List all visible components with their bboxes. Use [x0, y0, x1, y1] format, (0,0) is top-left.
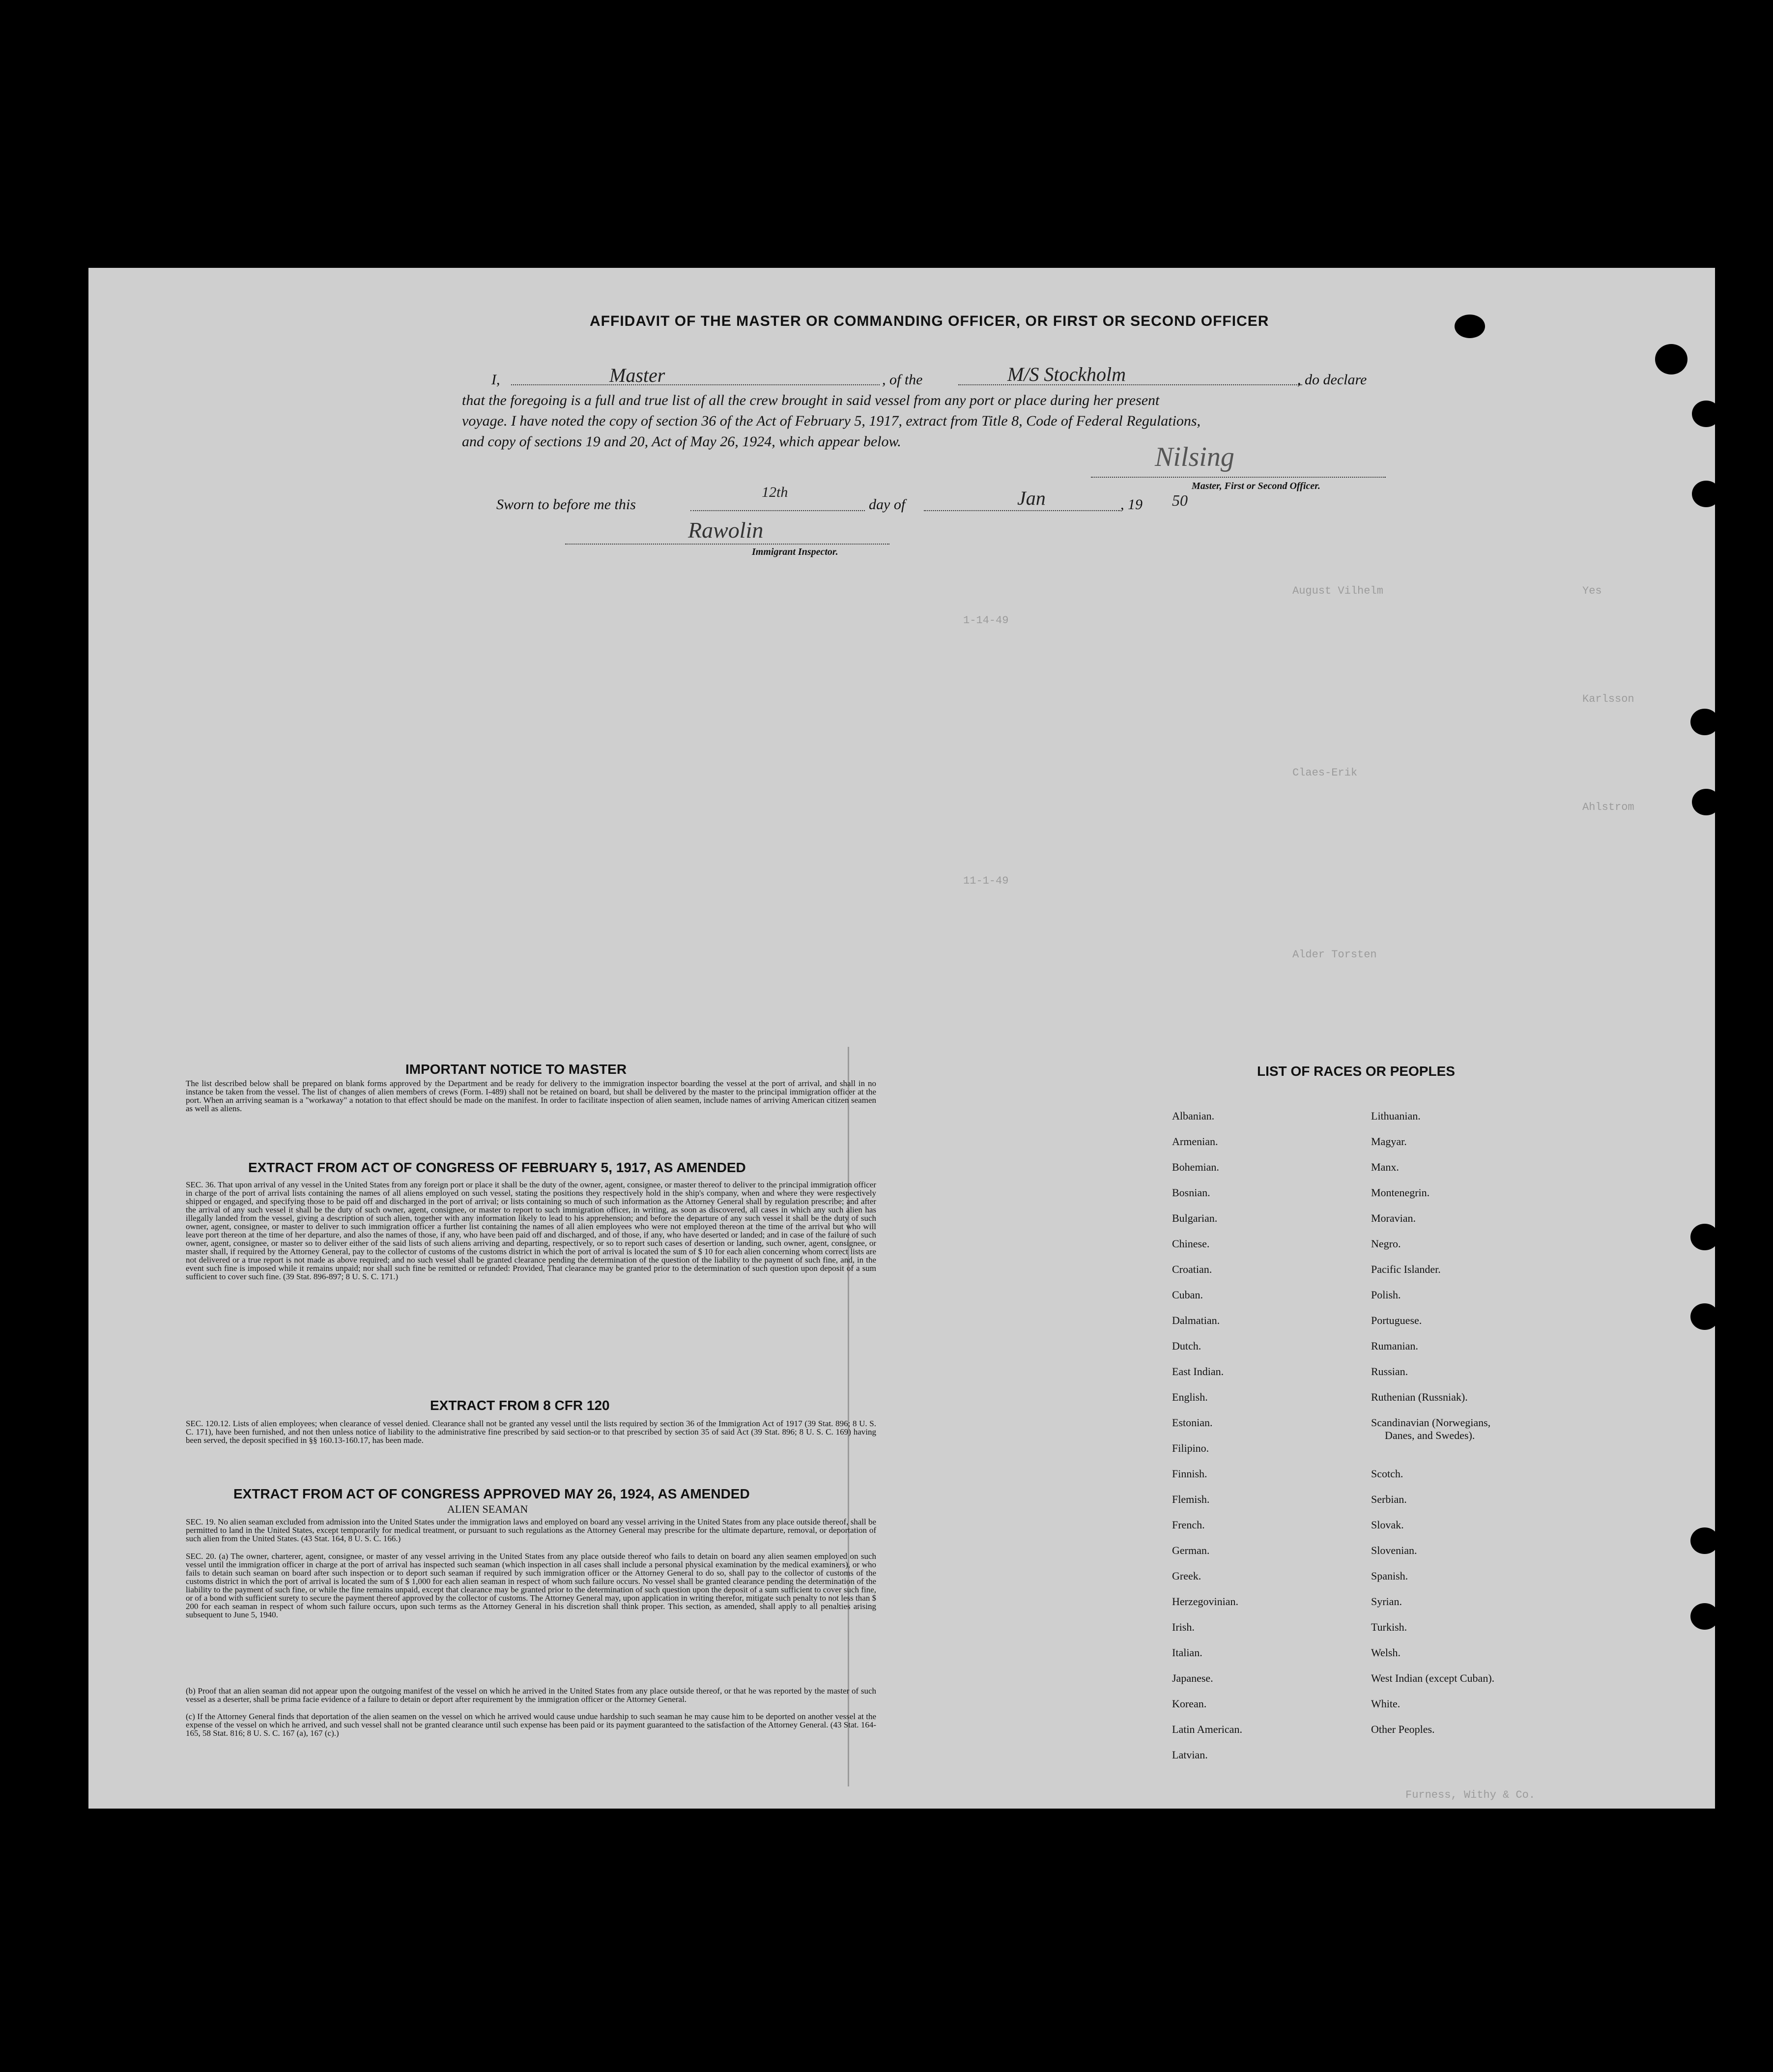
race-item: Latin American. [1172, 1723, 1242, 1735]
bleedthrough-text: Ahlstrom [1582, 801, 1634, 813]
race-item: White. [1371, 1698, 1401, 1710]
punch-hole [1692, 481, 1720, 507]
inspector-line [565, 544, 889, 545]
bleedthrough-text: Yes [1582, 585, 1602, 597]
races-title: LIST OF RACES OR PEOPLES [1257, 1064, 1455, 1079]
race-item: Slovak. [1371, 1519, 1404, 1531]
punch-hole [1692, 789, 1720, 815]
race-item: Scotch. [1371, 1468, 1403, 1480]
race-item: Manx. [1371, 1161, 1399, 1173]
inspector-caption: Immigrant Inspector. [752, 547, 838, 557]
race-item: Polish. [1371, 1289, 1401, 1301]
extract-1917-title: EXTRACT FROM ACT OF CONGRESS OF FEBRUARY 5, 1917, AS AMENDED [248, 1160, 746, 1175]
race-item: Italian. [1172, 1646, 1202, 1659]
punch-hole [1692, 401, 1720, 427]
race-item: Dutch. [1172, 1340, 1201, 1352]
ink-blot [1655, 344, 1687, 374]
handwritten-name: Master [609, 364, 665, 386]
race-item: West Indian (except Cuban). [1371, 1672, 1495, 1684]
alien-seaman-subtitle: ALIEN SEAMAN [447, 1503, 528, 1515]
punch-hole [1690, 1303, 1719, 1330]
race-item: Spanish. [1371, 1570, 1408, 1582]
bleedthrough-text: Claes-Erik [1292, 767, 1358, 779]
inspector-signature: Rawolin [688, 518, 764, 543]
name-fill-line [511, 384, 880, 385]
punch-hole [1690, 1603, 1719, 1630]
cfr-title: EXTRACT FROM 8 CFR 120 [430, 1398, 610, 1413]
race-item: Negro. [1371, 1237, 1401, 1250]
race-item: German. [1172, 1544, 1210, 1556]
punch-hole [1690, 1224, 1719, 1250]
punch-hole [1690, 1527, 1719, 1554]
race-item-scandinavian: Scandinavian (Norwegians, [1371, 1416, 1491, 1429]
race-item: Estonian. [1172, 1416, 1213, 1429]
race-item: Russian. [1371, 1365, 1408, 1378]
race-item: Welsh. [1371, 1646, 1401, 1659]
races-right-column [1371, 1110, 1494, 1749]
affidavit-line4: and copy of sections 19 and 20, Act of May 26, 1924, which appear below. [462, 433, 901, 450]
extract-1924-sec20b: (b) Proof that an alien seaman did not appear upon the outgoing manifest of the vessel on which he arrived in the United States from any place outside thereof, or that he was reported by the master of such vessel as a deserter, shall be prima facie evidence of a failure to detain or deport after requirement by the immigration officer or the Attorney General. [186, 1686, 876, 1704]
race-item: Syrian. [1371, 1595, 1402, 1608]
race-item: Herzegovinian. [1172, 1595, 1238, 1608]
race-item: East Indian. [1172, 1365, 1224, 1378]
day-of-text: day of [869, 496, 906, 513]
affidavit-declare: , do declare [1297, 372, 1367, 388]
race-item: Montenegrin. [1371, 1186, 1430, 1199]
race-item: Greek. [1172, 1570, 1201, 1582]
race-item: Rumanian. [1371, 1340, 1418, 1352]
page-fold [848, 1047, 849, 1786]
month-fill-line [924, 510, 1120, 511]
extract-1917-text: SEC. 36. That upon arrival of any vessel in the United States from any foreign port or place it shall be the duty of the owner, agent, consignee, or master thereof to deliver to the principal immigration officer in charge of the port of arrival lists containing the names of all aliens employed on such vessel, stating the positions they respectively hold in the ship's company, when and where they were respectively shipped or engaged, and specifying those to be paid off and discharged in the port of arrival; or lists containing so much of such information as the Attorney General shall by regulation prescribe; and after the arrival of any such vessel it shall be the duty of such owner, agent, consignee, or master to report to such immigration officer, in writing, as soon as discovered, all cases in which any such alien has illegally landed from the vessel, giving a description of such alien, together with any information likely to lead to his apprehension; and before the departure of any such vessel it shall be the duty of such owner, agent, consignee, or master to deliver to such immigration officer a further list containing the names of all alien employees who were not employed thereon at the time of the arrival but who will leave port thereon at the time of her departure, and also the names of those, if any, who have been paid off and discharged, and of those, if any, who have deserted or landed; and in case of the failure of such owner, agent, consignee, or master so to deliver either of the said lists of such aliens arriving and departing, respectively, or so to report such cases of desertion or landing, such owner, agent, consignee, or master shall, if required by the Attorney General, pay to the collector of customs of the customs district in which the port of arrival is located the sum of $ 10 for each alien concerning whom correct lists are not delivered or a true report is not made as above required; and no such vessel shall be granted clearance pending the determination of the question of the liability to the payment of such fine, and, in the event such fine is imposed while it remains unpaid; nor shall such fine be remitted or refunded: Provided, That clearance may be granted prior to the determination of such question upon deposit of a sum sufficient to cover such fine. (39 Stat. 896-897; 8 U. S. C. 171.) [186, 1180, 876, 1281]
affidavit-line3: voyage. I have noted the copy of section 36 of the Act of February 5, 1917, extract from Title 8, Code of Federal Regulations, [462, 413, 1201, 429]
race-item: Bohemian. [1172, 1161, 1219, 1173]
bleedthrough-text: Furness, Withy & Co. [1405, 1789, 1536, 1801]
affidavit-i: I, [491, 372, 500, 388]
race-item: Chinese. [1172, 1237, 1210, 1250]
affidavit-of-the: , of the [882, 372, 923, 388]
race-item: Bosnian. [1172, 1186, 1210, 1199]
notice-title: IMPORTANT NOTICE TO MASTER [405, 1062, 627, 1077]
handwritten-day: 12th [762, 484, 788, 500]
extract-1924-sec20a: SEC. 20. (a) The owner, charterer, agent, consignee, or master of any vessel arriving in the United States from any place outside thereof who fails to detain on board any alien seamen employed on such vessel until the immigration officer in charge at the port of arrival has inspected such seaman (which inspection in all cases shall include a personal physical examination by the medical examiners), or who fails to detain such seaman on board after such inspection or to deport such seaman if required by such immigration officer or the Attorney General to do so, shall pay to the collector of customs of the customs district in which the port of arrival is located the sum of $ 1,000 for each alien seaman in respect of whom such failure occurs. No vessel shall be granted clearance pending the determination of the liability to the payment of such fine, or while the fine remains unpaid, except that clearance may be granted prior to the determination of such question upon the deposit of a sum sufficient to cover such fine, or of a bond with sufficient surety to secure the payment thereof approved by the collector of customs. The Attorney General may, upon application in writing therefor, mitigate such penalty to not less than $ 200 for each seaman in respect of whom such failure occurs, upon such terms as the Attorney General in his discretion shall think proper. This section, as amended, shall apply to all penalties arising subsequent to June 5, 1940. [186, 1552, 876, 1619]
handwritten-month: Jan [1017, 487, 1046, 509]
race-item: Cuban. [1172, 1289, 1203, 1301]
bleedthrough-text: August Vilhelm [1292, 585, 1383, 597]
bleedthrough-text: Alder Torsten [1292, 949, 1377, 961]
master-signature: Nilsing [1155, 442, 1234, 472]
signature-line [1091, 477, 1386, 478]
race-item: Armenian. [1172, 1135, 1218, 1148]
race-item: English. [1172, 1391, 1208, 1403]
affidavit-line2: that the foregoing is a full and true list of all the crew brought in said vessel from any port or place during her present [462, 392, 1160, 408]
race-item: Portuguese. [1371, 1314, 1422, 1326]
handwritten-year: 50 [1172, 491, 1188, 509]
sworn-text: Sworn to before me this [496, 496, 636, 513]
race-item: Moravian. [1371, 1212, 1416, 1224]
race-item: Flemish. [1172, 1493, 1210, 1505]
race-item: Bulgarian. [1172, 1212, 1218, 1224]
extract-1924-sec19: SEC. 19. No alien seaman excluded from admission into the United States under the immigration laws and employed on board any vessel arriving in the United States from any place outside thereof, shall be permitted to land in the United States, except temporarily for medical treatment, or pursuant to such regulations as the Attorney General may prescribe for the ultimate departure, removal, or deportation of such alien from the United States. (43 Stat. 164, 8 U. S. C. 166.) [186, 1517, 876, 1543]
year-prefix: , 19 [1120, 496, 1143, 513]
punch-hole [1690, 709, 1719, 735]
race-item: Korean. [1172, 1698, 1207, 1710]
race-item: French. [1172, 1519, 1205, 1531]
race-item: Lithuanian. [1371, 1110, 1421, 1122]
extract-1924-sec20c: (c) If the Attorney General finds that deportation of the alien seamen on the vessel on which he arrived would cause undue hardship to such seaman he may cause him to be deported on another vessel at the expense of the vessel on which he arrived, and such vessel shall not be granted clearance until such expense has been paid or its payment guaranteed to the satisfaction of the Attorney General. (43 Stat. 164-165, 58 Stat. 816; 8 U. S. C. 167 (a), 167 (c).) [186, 1712, 876, 1738]
race-item: Dalmatian. [1172, 1314, 1220, 1326]
race-item: Latvian. [1172, 1749, 1208, 1761]
race-item [1371, 1416, 1494, 1468]
race-item-scandinavian-cont: Danes, and Swedes). [1385, 1429, 1475, 1441]
bleedthrough-text: 11-1-49 [963, 875, 1009, 887]
race-item: Filipino. [1172, 1442, 1209, 1454]
day-fill-line [690, 510, 865, 511]
race-item: Slovenian. [1371, 1544, 1417, 1556]
race-item: Other Peoples. [1371, 1723, 1435, 1735]
race-item: Albanian. [1172, 1110, 1215, 1122]
extract-1924-title: EXTRACT FROM ACT OF CONGRESS APPROVED MAY 26, 1924, AS AMENDED [233, 1486, 750, 1501]
race-item: Japanese. [1172, 1672, 1213, 1684]
race-item: Ruthenian (Russniak). [1371, 1391, 1468, 1403]
races-left-column [1172, 1110, 1242, 1774]
cfr-text: SEC. 120.12. Lists of alien employees; when clearance of vessel denied. Clearance shall not be granted any vessel until the lists required by section 36 of the Immigration Act of 1917 (39 Stat. 896; 8 U. S. C. 171), have been furnished, and not then unless notice of liability to the administrative fine prescribed by said section-or to that prescribed by section 35 of said Act (39 Stat. 896; 8 U. S. C. 169) having been served, the deposit specified in §§ 160.13-160.17, has been made. [186, 1419, 876, 1445]
bleedthrough-text: 1-14-49 [963, 614, 1009, 627]
race-item: Turkish. [1371, 1621, 1407, 1633]
handwritten-vessel: M/S Stockholm [1007, 363, 1126, 385]
bleedthrough-text: Karlsson [1582, 693, 1634, 705]
race-item: Serbian. [1371, 1493, 1407, 1505]
affidavit-title: AFFIDAVIT OF THE MASTER OR COMMANDING OFFICER, OR FIRST OR SECOND OFFICER [590, 313, 1269, 329]
notice-text: The list described below shall be prepared on blank forms approved by the Department and be ready for delivery to the immigration inspector boarding the vessel at the port of arrival, and shall in no instance be taken from the vessel. The list of changes of alien members of crews (Form. I-489) shall not be retained on board, but shall be delivered by the master to the principal immigration officer at the port. When an arriving seaman is a "workaway" a notation to that effect should be made on the manifest. In order to facilitate inspection of alien seamen, include names of arriving American citizen seamen as well as aliens. [186, 1079, 876, 1113]
race-item: Pacific Islander. [1371, 1263, 1441, 1275]
ink-blot [1455, 315, 1485, 338]
race-item: Finnish. [1172, 1468, 1207, 1480]
race-item: Irish. [1172, 1621, 1195, 1633]
race-item: Croatian. [1172, 1263, 1212, 1275]
race-item: Magyar. [1371, 1135, 1407, 1148]
signature-caption: Master, First or Second Officer. [1192, 481, 1320, 491]
